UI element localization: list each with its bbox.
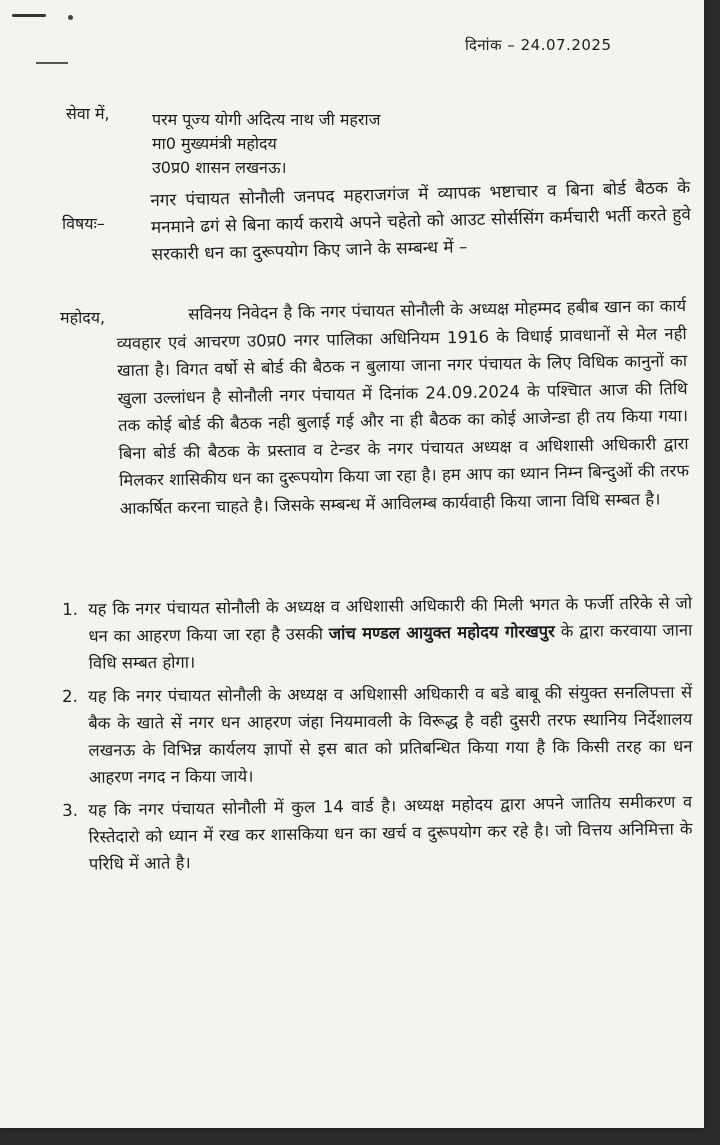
point-item	[62, 679, 693, 791]
point-number: 1.	[62, 599, 78, 619]
point-text: यह कि नगर पंचायत सोनौली के अध्यक्ष व अधिशासी अधिकारी व बडे बाबू की संयुक्त सनलिपत्ता सें बैक के खाते सें नगर धन आहरण जंहा नियमावली के विरूद्ध है वही दुसरी तरफ स्थानिय निर्देशालय लखनऊ के विभिन्न कार्यलय ज्ञापों से इस बात को प्रतिबन्धित किया गया है कि किसी तरह का धन आहरण नगद न किया जाये।	[88, 682, 693, 787]
point-item	[62, 788, 693, 878]
subject-label: विषयः–	[62, 214, 105, 233]
point-item	[62, 589, 693, 677]
point-text-part: यह कि नगर पंचायत सोनौली के अध्यक्ष व अधिशासी अधिकारी की मिली भगत के फर्जी तरिके से जो धन का आहरण किया जा रहा है उसकी	[88, 593, 693, 646]
point-number: 2.	[62, 686, 78, 706]
point-text	[88, 589, 693, 676]
point-number: 3.	[62, 800, 79, 820]
pen-mark	[36, 62, 68, 64]
letter-date: दिनांक – 24.07.2025	[465, 36, 612, 54]
point-text: यह कि नगर पंचायत सोनौली में कुल 14 वार्ड है। अध्यक्ष महोदय द्वारा अपने जातिय समीकरण व रिस्तेदारो को ध्यान में रख कर शासकिया धन का खर्च व दुरूपयोग कर रहे है। जो वित्तय अनिमित्ता के परिधि में आते है।	[88, 792, 693, 874]
pen-mark	[68, 15, 73, 20]
addressee-line: परम पूज्य योगी अदित्य नाथ जी महराज	[152, 110, 381, 129]
body-paragraph: सविनय निवेदन है कि नगर पंचायत सोनौली के अध्यक्ष मोहम्मद हबीब खान का कार्य व्यवहार एवं आचरण उ0प्र0 नगर पालिका अधिनियम 1916 के विधाई प्रावधानों से मेल नही खाता है। विगत वर्षो से बोर्ड की बैठक न बुलाया जाना नगर पंचायत के लिए विधिक कानुनों का खुला उल्लांधन है सोनौली नगर पंचायत में दिनांक 24.09.2024 के पश्चिात आज की तिथि तक कोई बोर्ड की बैठक नही बुलाई गई और ना ही बैठक का कोई आजेन्डा ही तय किया गया। बिना बोर्ड की बैठक के प्रस्ताव व टेन्डर के नगर पंचायत अध्यक्ष व अधिशासी अधिकारी द्वारा मिलकर शासिकीय धन का दुरूपयोग किया जा रहा है। हम आप का ध्यान निम्न बिन्दुओं की तरफ आकर्षित करना चाहते है। जिसके सम्बन्ध में आविलम्ब कार्यवाही किया जाना विधि सम्बत है।	[116, 296, 690, 518]
addressee-block	[152, 108, 380, 180]
salutation-label: सेवा में,	[66, 104, 110, 123]
point-text-bold: जांच मण्डल आयुक्त महोदय गोरखपुर	[328, 621, 555, 644]
pen-mark	[12, 14, 46, 17]
addressee-line: उ0प्र0 शासन लखनऊ।	[152, 158, 287, 177]
numbered-points	[62, 593, 693, 884]
point-text-part: के द्वारा करवाया जाना विधि सम्बत होगा।	[88, 620, 693, 673]
subject-text: नगर पंचायत सोनौली जनपद महराजगंज में व्यापक भष्टाचार व बिना बोर्ड बैठक के मनमाने ढगं से बिना कार्य कराये अपने चहेतो को आउट सोर्ससिंग कर्मचारी भर्ती करते हुवे सरकारी धन का दुरूपयोग किए जाने के सम्बन्ध में –	[150, 177, 692, 265]
addressee-line: मा0 मुख्यमंत्री महोदय	[152, 134, 277, 153]
greeting-label: महोदय,	[60, 308, 106, 327]
